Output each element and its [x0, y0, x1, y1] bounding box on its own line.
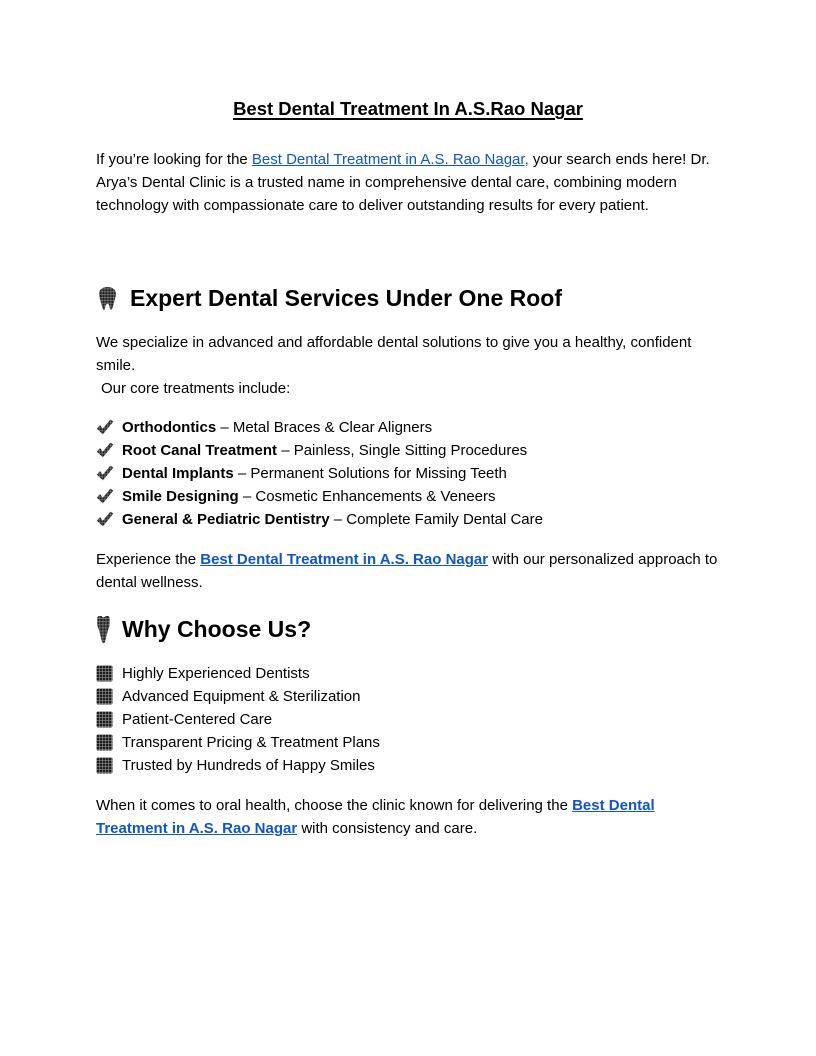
check-mark-icon	[96, 511, 114, 527]
intro-text-pre: If you’re looking for the	[96, 151, 252, 168]
service-name: General & Pediatric Dentistry	[122, 511, 330, 528]
grid-square-icon	[96, 665, 113, 682]
closing-paragraph	[96, 794, 720, 840]
closing-text-post: with consistency and care.	[297, 820, 478, 837]
page-title-text: Best Dental Treatment In A.S.Rao Nagar	[233, 98, 583, 119]
list-item-text	[122, 462, 507, 485]
service-desc: – Painless, Single Sitting Procedures	[277, 442, 528, 459]
closing-link[interactable]: Best Dental Treatment in A.S. Rao Nagar	[96, 797, 655, 837]
list-item-text: Transparent Pricing & Treatment Plans	[122, 734, 380, 751]
service-name: Dental Implants	[122, 465, 234, 482]
services-heading-text: Expert Dental Services Under One Roof	[130, 285, 563, 311]
services-intro-paragraph	[96, 331, 720, 400]
check-mark-icon	[96, 419, 114, 435]
service-name: Smile Designing	[122, 488, 239, 505]
list-item-text	[122, 416, 432, 439]
list-item	[96, 416, 720, 439]
intro-link[interactable]: Best Dental Treatment in A.S. Rao Nagar,	[251, 151, 529, 168]
experience-text-post: with our personalized approach to dental wellness.	[96, 551, 718, 591]
service-name: Root Canal Treatment	[122, 442, 278, 459]
check-mark-icon	[96, 465, 114, 481]
services-intro-line2: Our core treatments include:	[101, 380, 291, 397]
tooth-icon	[96, 285, 119, 312]
intro-text-post: your search ends here! Dr. Arya’s Dental Clinic is a trusted name in comprehensive dental care, combining modern technology with compassionate care to deliver outstanding results for every patient.	[96, 151, 710, 214]
list-item-text	[122, 485, 496, 508]
experience-text-pre: Experience the	[96, 551, 201, 568]
grid-square-icon	[96, 734, 113, 751]
closing-text-pre: When it comes to oral health, choose the clinic known for delivering the	[96, 797, 573, 814]
why-heading	[96, 614, 720, 645]
list-item	[96, 685, 720, 708]
list-item	[96, 508, 720, 531]
services-heading	[96, 283, 720, 314]
list-item	[96, 754, 720, 777]
service-desc: – Permanent Solutions for Missing Teeth	[233, 465, 507, 482]
experience-link[interactable]: Best Dental Treatment in A.S. Rao Nagar	[200, 551, 489, 568]
list-item	[96, 662, 720, 685]
check-mark-icon	[96, 488, 114, 504]
list-item-text: Trusted by Hundreds of Happy Smiles	[122, 757, 375, 774]
list-item-text	[122, 439, 527, 462]
list-item-text: Patient-Centered Care	[122, 711, 273, 728]
service-name: Orthodontics	[122, 419, 217, 436]
experience-paragraph	[96, 548, 720, 594]
page-title	[96, 97, 720, 121]
grid-square-icon	[96, 711, 113, 728]
list-item	[96, 439, 720, 462]
grid-square-icon	[96, 688, 113, 705]
list-item	[96, 485, 720, 508]
list-item	[96, 731, 720, 754]
why-list	[96, 662, 720, 777]
grid-square-icon	[96, 757, 113, 774]
list-item-text: Highly Experienced Dentists	[122, 665, 310, 682]
services-list	[96, 416, 720, 531]
list-item-text: Advanced Equipment & Sterilization	[122, 688, 361, 705]
services-intro-line1: We specialize in advanced and affordable dental solutions to give you a healthy, confident smile.	[96, 334, 692, 374]
service-desc: – Complete Family Dental Care	[329, 511, 543, 528]
check-mark-icon	[96, 442, 114, 458]
list-item	[96, 708, 720, 731]
service-desc: – Metal Braces & Clear Aligners	[216, 419, 433, 436]
list-item-text	[122, 508, 543, 531]
list-item	[96, 462, 720, 485]
intro-paragraph	[96, 148, 720, 217]
dental-implant-icon	[96, 615, 111, 644]
why-heading-text: Why Choose Us?	[122, 616, 312, 642]
service-desc: – Cosmetic Enhancements & Veneers	[238, 488, 496, 505]
